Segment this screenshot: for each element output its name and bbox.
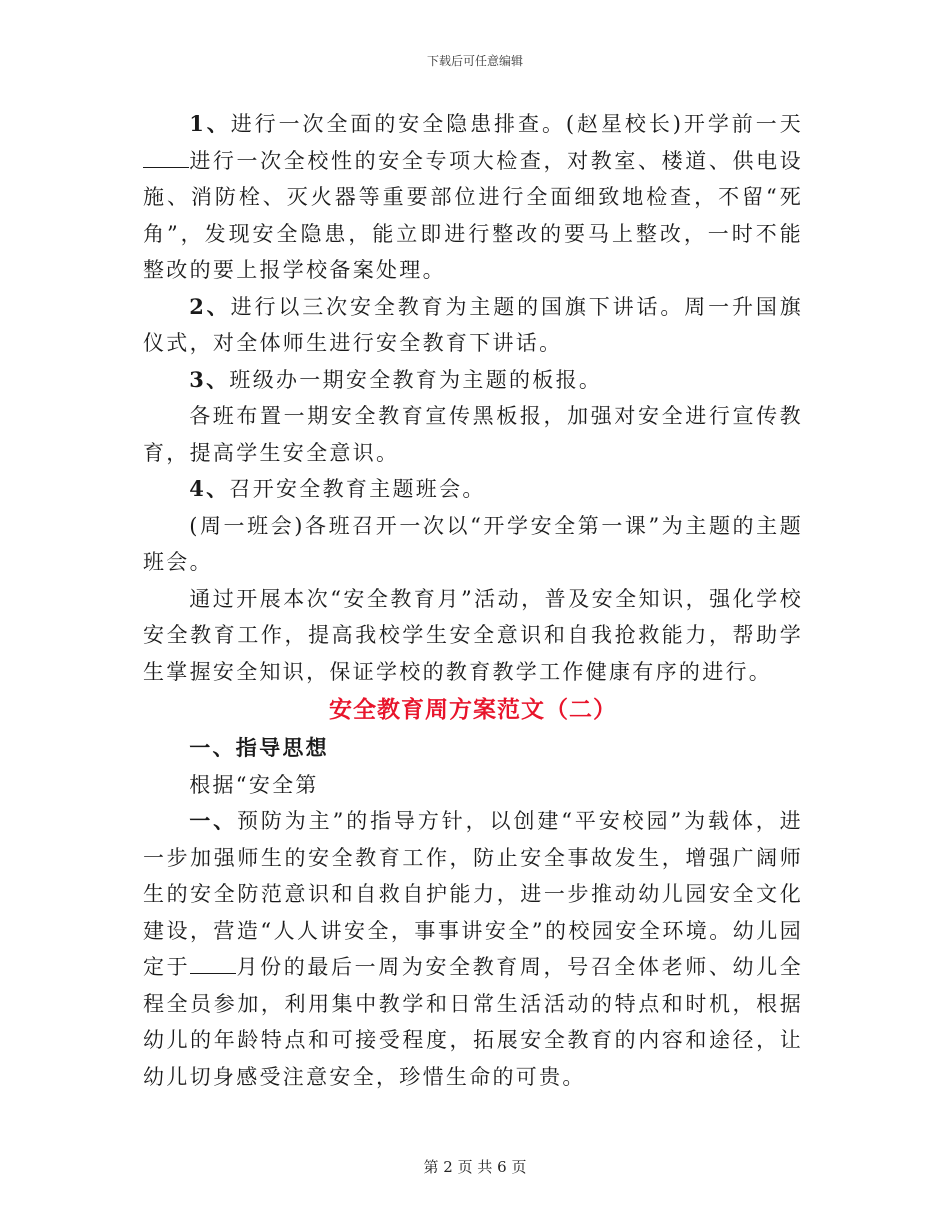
paragraph-item-1	[143, 106, 803, 289]
fill-blank	[190, 955, 236, 974]
paragraph-text: 进行一次全面的安全隐患排查。(赵星校长)开学前一天	[230, 112, 803, 136]
paragraph-text: 预防为主”的指导方针，以创建“平安校园”为载体，进一步加强师生的安全教育工作，防止安全事故发生，增强广阔师生的安全防范意识和自救自护能力，进一步推动幼儿园安全文化建设，营造“人人讲安全，事事讲安全”的校园安全环境。幼儿园定于	[143, 809, 803, 979]
paragraph-text: 进行一次全校性的安全专项大检查，对教室、楼道、供电设施、消防栓、灭火器等重要部位进行全面细致地检查，不留“死角”，发现安全隐患，能立即进行整改的要马上整改，一时不能整改的要上报学校备案处理。	[143, 148, 803, 282]
section-title: 安全教育周方案范文（二）	[329, 696, 617, 723]
paragraph-text: 月份的最后一周为安全教育周，号召全体老师、幼儿全程全员参加，利用集中教学和日常生活活动的特点和时机，根据幼儿的年龄特点和可接受程度，拓展安全教育的内容和途径，让幼儿切身感受注意安全，珍惜生命的可贵。	[143, 955, 803, 1089]
paragraph-item-3	[143, 362, 803, 399]
paragraph-item-2	[143, 289, 803, 362]
item-number: 3、	[189, 366, 230, 392]
paragraph-guideline	[143, 803, 803, 1095]
paragraph-text: 班级办一期安全教育为主题的板报。	[229, 367, 603, 392]
paragraph-item-4	[143, 471, 803, 508]
section-heading: 一、指导思想	[189, 735, 329, 760]
paragraph-blackboard: 各班布置一期安全教育宣传黑板报，加强对安全进行宣传教育，提高学生安全意识。	[143, 404, 803, 465]
item-number: 2、	[189, 293, 231, 319]
paragraph-text: 进行以三次安全教育为主题的国旗下讲话。周一升国旗仪式，对全体师生进行安全教育下讲话。	[143, 294, 803, 355]
fill-blank	[143, 149, 189, 168]
page-footer: 第 2 页 共 6 页	[423, 1158, 527, 1176]
document-body	[143, 106, 803, 1095]
item-number: 一、	[189, 808, 237, 833]
paragraph-text: 召开安全教育主题班会。	[229, 477, 486, 501]
paragraph-summary: 通过开展本次“安全教育月”活动，普及安全知识，强化学校安全教育工作，提高我校学生安全意识和自我抢救能力，帮助学生掌握安全知识，保证学校的教育教学工作健康有序的进行。	[143, 586, 803, 684]
item-number: 1、	[189, 111, 231, 136]
paragraph-class-meeting: (周一班会)各班召开一次以“开学安全第一课”为主题的主题班会。	[143, 513, 803, 574]
item-number: 4、	[189, 476, 230, 501]
page-header: 下载后可任意编辑	[426, 54, 523, 68]
paragraph-guideline-start: 根据“安全第	[189, 772, 319, 797]
